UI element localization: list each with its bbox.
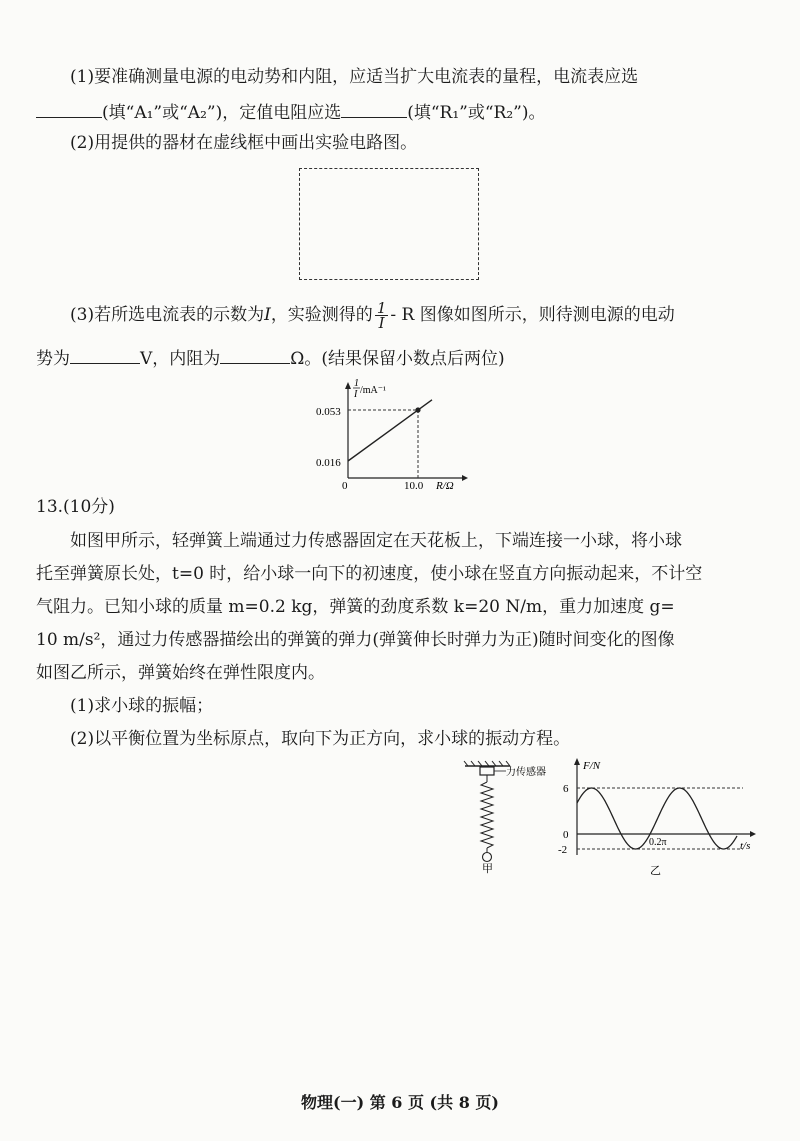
reciprocal-fraction xyxy=(375,301,389,330)
circuit-drawing-box[interactable] xyxy=(299,168,479,280)
q13-para-line2: 托至弹簧原长处，t=0 时，给小球一向下的初速度，使小球在竖直方向振动起来，不计空 xyxy=(36,564,703,584)
q13-para-line5: 如图乙所示，弹簧始终在弹性限度内。 xyxy=(36,663,325,683)
y-tick-0053: 0.053 xyxy=(316,406,341,418)
reciprocal-current-graph xyxy=(310,375,470,490)
x-axis-label: R/Ω xyxy=(436,480,454,490)
q13-sub2: (2)以平衡位置为坐标原点，取向下为正方向，求小球的振动方程。 xyxy=(70,729,571,749)
q13-header: 13.(10分) xyxy=(36,497,115,517)
fraction-denominator: I xyxy=(378,314,385,332)
ceiling-hatching xyxy=(464,761,510,766)
q12-part3-unit-note: Ω。(结果保留小数点后两位) xyxy=(290,349,505,369)
answer-blank-resistor[interactable] xyxy=(341,99,407,118)
q12-part1-line2 xyxy=(36,99,545,124)
y-tick-0016: 0.016 xyxy=(316,457,341,469)
t-tick-02pi: 0.2π xyxy=(649,837,667,848)
q12-part1-text-b: (填“R₁”或“R₂”)。 xyxy=(407,103,546,123)
page-footer: 物理(一) 第 6 页 (共 8 页) xyxy=(301,1093,499,1112)
q13-para-line1: 如图甲所示，轻弹簧上端通过力传感器固定在天花板上，下端连接一小球，将小球 xyxy=(70,531,682,551)
q12-part3-resistance-label: V，内阻为 xyxy=(140,349,221,369)
q12-part3-emf-label: 势为 xyxy=(36,349,70,369)
y-label-frac-den: I xyxy=(354,389,358,400)
force-sensor-box xyxy=(480,767,494,775)
sensor-label: 力传感器 xyxy=(506,767,546,778)
q12-part3-text-a: (3)若所选电流表的示数为 xyxy=(70,305,265,325)
origin-label: 0 xyxy=(342,480,348,490)
ball xyxy=(483,853,492,862)
y-axis-unit: /mA⁻¹ xyxy=(360,385,387,396)
f-tick-neg2: -2 xyxy=(558,844,568,856)
q13-para-line3: 气阻力。已知小球的质量 m=0.2 kg，弹簧的劲度系数 k=20 N/m，重力加速度 g= xyxy=(36,597,675,617)
spring-figure xyxy=(460,760,560,875)
q12-part3-text-c: - R 图像如图所示，则待测电源的电动 xyxy=(390,305,675,325)
y-label-frac-num: 1 xyxy=(354,378,359,389)
q12-part2: (2)用提供的器材在虚线框中画出实验电路图。 xyxy=(70,133,418,153)
q12-part3-line1 xyxy=(70,300,675,330)
data-point xyxy=(415,407,420,412)
q13-para-line4: 10 m/s²，通过力传感器描绘出的弹簧的弹力(弹簧伸长时弹力为正)随时间变化的图像 xyxy=(36,630,675,650)
answer-blank-resistance[interactable] xyxy=(220,345,290,364)
q12-part1-text-a: (填“A₁”或“A₂”)，定值电阻应选 xyxy=(102,103,342,123)
q12-part3-text-b: ，实验测得的 xyxy=(270,305,373,325)
spring-coil xyxy=(481,782,493,848)
q12-part1-line1: (1)要准确测量电源的电动势和内阻，应适当扩大电流表的量程，电流表应选 xyxy=(70,67,639,87)
answer-blank-ammeter[interactable] xyxy=(36,99,102,118)
t-axis-arrow xyxy=(750,831,756,837)
f-tick-0: 0 xyxy=(563,829,569,841)
fraction-numerator: 1 xyxy=(376,299,387,317)
f-axis-arrow xyxy=(574,758,580,765)
x-tick-10: 10.0 xyxy=(404,480,424,490)
force-time-graph xyxy=(555,755,760,880)
t-axis-label: t/s xyxy=(740,840,751,852)
f-tick-6: 6 xyxy=(563,783,569,795)
f-axis-label: F/N xyxy=(583,760,601,772)
figure-jia-caption: 甲 xyxy=(482,863,493,875)
figure-yi-caption: 乙 xyxy=(650,865,661,877)
x-axis-arrow xyxy=(462,475,468,481)
q12-part3-line2 xyxy=(36,345,505,370)
current-symbol: I xyxy=(264,305,271,325)
q13-sub1: (1)求小球的振幅； xyxy=(70,696,214,716)
y-axis-arrow xyxy=(345,382,351,389)
answer-blank-emf[interactable] xyxy=(70,345,140,364)
